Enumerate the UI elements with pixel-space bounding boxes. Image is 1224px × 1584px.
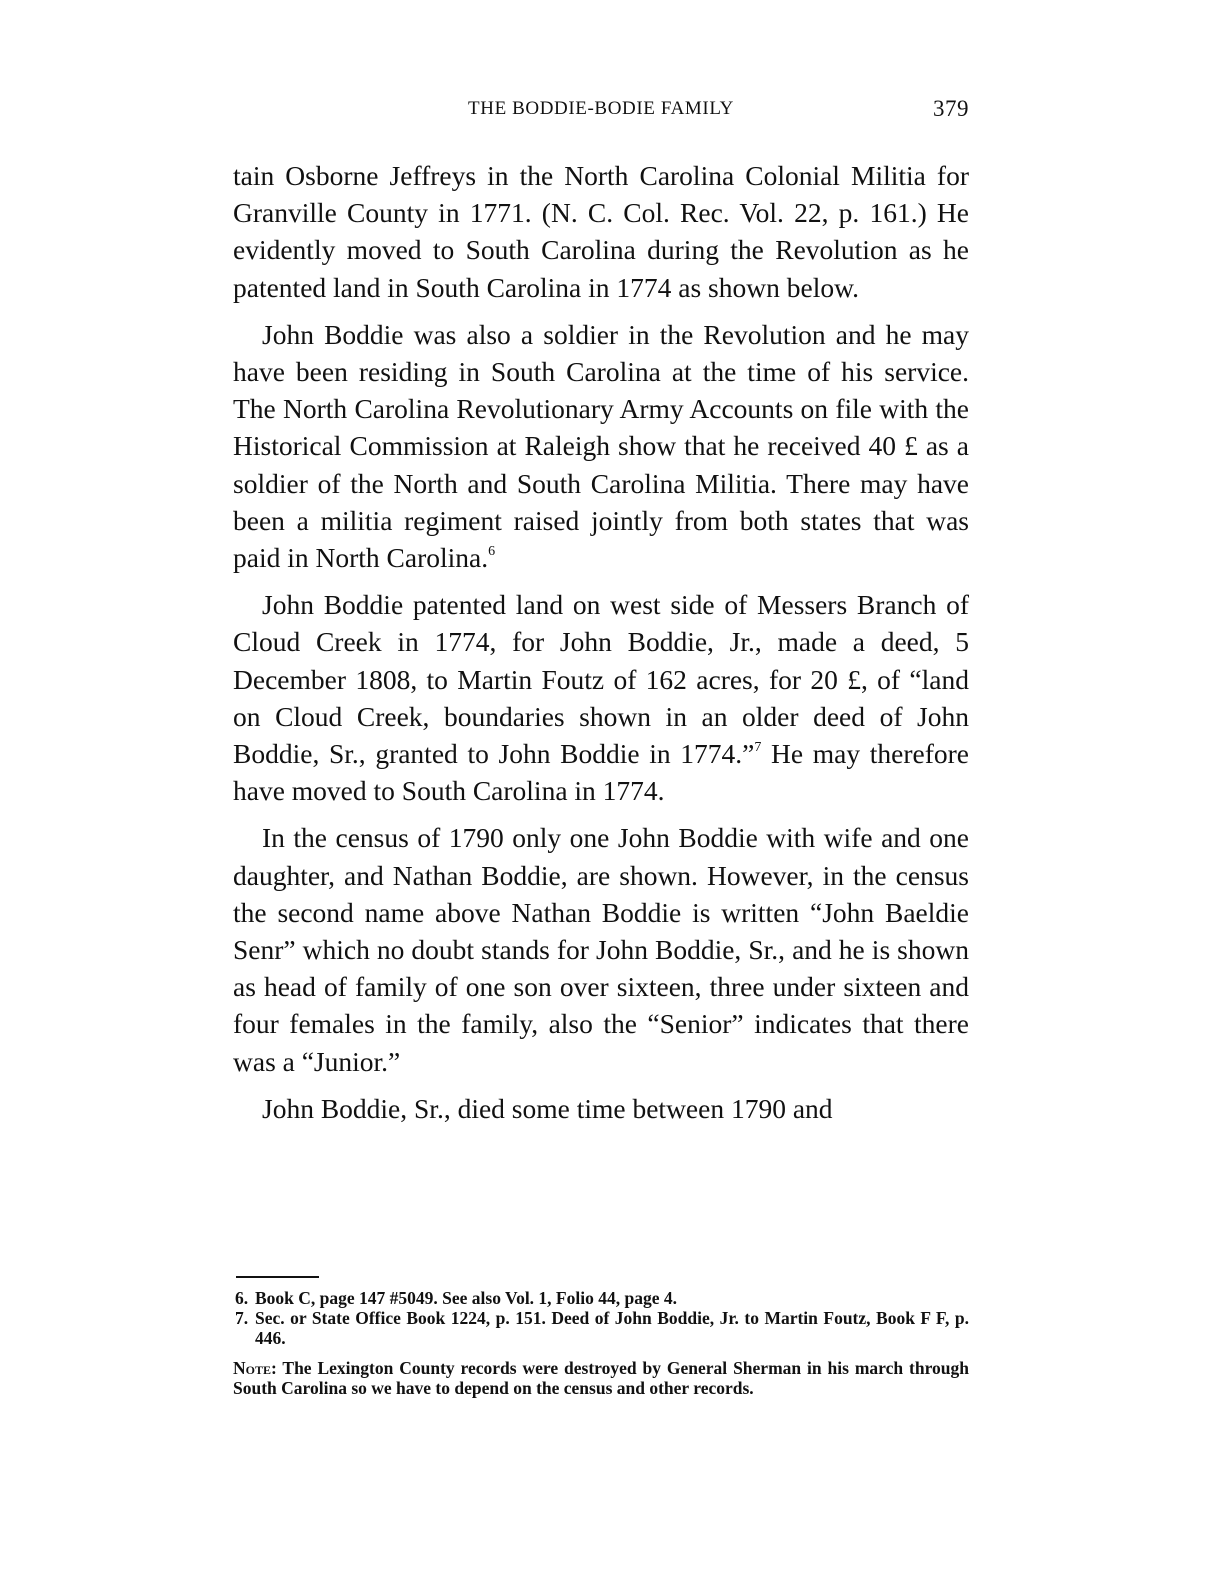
footnote-6 (233, 1288, 969, 1308)
paragraph-3-text-after: He may therefore have moved to South Carolina in 1774. (233, 738, 969, 807)
body-text (233, 157, 969, 1137)
paragraph-4 (233, 819, 969, 1079)
footnote-note (233, 1358, 969, 1398)
footnotes (233, 1288, 969, 1398)
running-head (233, 92, 969, 128)
paragraph-1 (233, 157, 969, 306)
paragraph-5 (233, 1090, 969, 1127)
paragraph-3-text: John Boddie patented land on west side of Messers Branch of Cloud Creek in 1774, for John Boddie, Jr., made a deed, 5 December 1808, to Martin Foutz of 162 acres, for 20 £, of “land on Cloud Creek, boundaries shown in an older deed of John Boddie, Sr., granted to John Boddie in 1774.” (233, 589, 969, 770)
footnote-number: 6. (235, 1288, 249, 1308)
page-number: 379 (933, 96, 969, 121)
paragraph-2 (233, 316, 969, 576)
footnote-text: Sec. or State Office Book 1224, p. 151. Deed of John Boddie, Jr. to Martin Foutz, Book F F, p. 446. (255, 1308, 969, 1348)
running-title: THE BODDIE-BODIE FAMILY (468, 98, 734, 119)
footnote-ref-7: 7 (754, 740, 762, 756)
footnote-text: Book C, page 147 #5049. See also Vol. 1, Folio 44, page 4. (255, 1288, 677, 1308)
footnote-7 (233, 1308, 969, 1348)
paragraph-1-text: tain Osborne Jeffreys in the North Carolina Colonial Militia for Granville County in 1771. (N. C. Col. Rec. Vol. 22, p. 161.) He evidently moved to South Carolina during the Revolution as he patented land in South Carolina in 1774 as shown below. (233, 160, 969, 303)
footnote-rule (236, 1276, 319, 1278)
footnote-number: 7. (235, 1308, 249, 1328)
paragraph-3 (233, 586, 969, 809)
paragraph-4-text: In the census of 1790 only one John Boddie with wife and one daughter, and Nathan Boddie, are shown. However, in the census the second name above Nathan Boddie is written “John Baeldie Senr” which no doubt stands for John Boddie, Sr., and he is shown as head of family of one son over sixteen, three under sixteen and four females in the family, also the “Senior” indicates that there was a “Junior.” (233, 822, 969, 1077)
footnote-ref-6: 6 (488, 544, 496, 560)
paragraph-2-text: John Boddie was also a soldier in the Revolution and he may have been residing in South Carolina at the time of his service. The North Carolina Revolutionary Army Accounts on file with the Historical Commission at Raleigh show that he received 40 £ as a soldier of the North and South Carolina Militia. There may have been a militia regiment raised jointly from both states that was paid in North Carolina. (233, 318, 969, 574)
note-label: Note: (233, 1358, 277, 1378)
note-text: The Lexington County records were destroyed by General Sherman in his march through South Carolina so we have to depend on the census and other records. (233, 1358, 969, 1398)
paragraph-5-text: John Boddie, Sr., died some time between 1790 and (262, 1092, 833, 1124)
